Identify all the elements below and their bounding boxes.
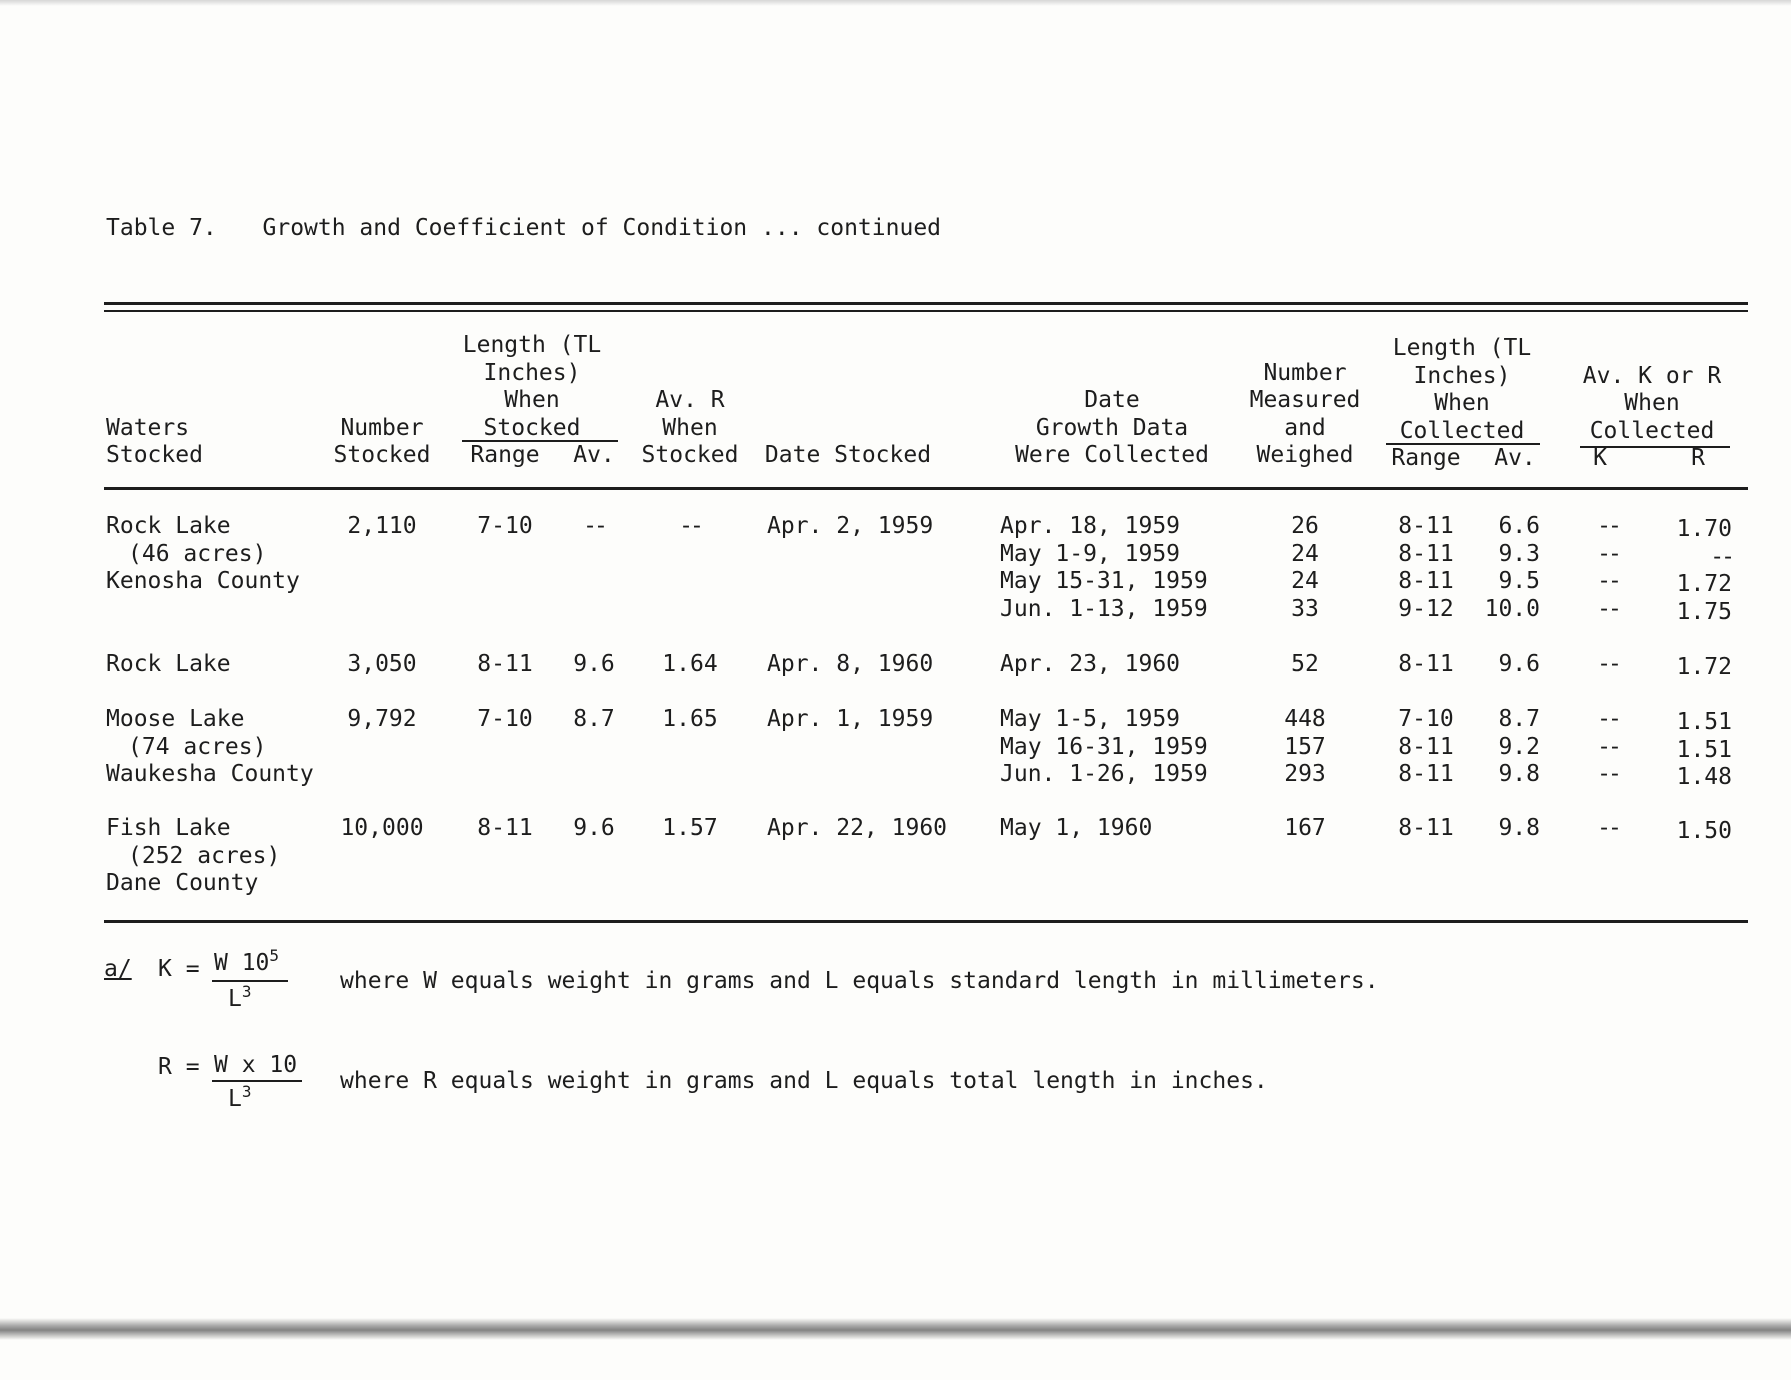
bottom-rule [104,920,1748,923]
group-1-row-3-date-collected: May 15-31, 1959 [1000,568,1208,594]
group-4-number-stocked: 10,000 [340,815,424,841]
group-3-row-1-number-measured: 448 [1284,706,1326,732]
group-3-row-1-date-collected: May 1-5, 1959 [1000,706,1181,732]
group-3-row-1-k: -- [1597,706,1619,732]
group-3-row-3-k: -- [1597,761,1619,787]
group-1-waters-line-3: Kenosha County [106,568,300,594]
group-1-row-4-number-measured: 33 [1291,595,1319,622]
header-av-r-line-3: Stocked [641,442,739,468]
group-4-row-1-k: -- [1597,815,1619,841]
group-4-row-1-number-measured: 167 [1284,815,1326,841]
top-rule-2 [104,310,1748,312]
header-length-collected-line-2: Inches) [1413,362,1511,389]
group-2-date-stocked: Apr. 8, 1960 [767,651,934,677]
group-3-row-2-k: -- [1597,733,1619,760]
group-1-row-3-k: -- [1597,568,1619,594]
header-length-stocked-av: Av. [573,442,615,468]
k-numerator: W $10^5$ [214,946,280,976]
group-3-stocked-range: 7-10 [477,706,533,732]
group-2-number-stocked: 3,050 [347,651,417,677]
group-3-row-3-r: 1.48 [1676,764,1732,790]
group-1-date-stocked: Apr. 2, 1959 [767,513,934,539]
header-length-stocked-line-3: When [504,387,560,413]
group-4-waters-line-1: Fish Lake [106,815,231,841]
header-waters-line-1: Waters [106,414,190,441]
group-2-row-1-collected-av: 9.6 [1498,651,1540,677]
group-3-stocked-av: 8.7 [573,706,615,732]
table-title [106,214,941,242]
header-length-collected-line-1: Length (TL [1392,335,1532,361]
header-av-k-r-line-3: Collected [1589,417,1715,444]
header-av-r-line-2: When [662,414,718,441]
group-1-row-1-collected-range: 8-11 [1398,513,1454,539]
group-3-row-2-collected-av: 9.2 [1498,733,1540,760]
r-denominator: $L^3$ [228,1082,252,1112]
group-1-row-1-collected-av: 6.6 [1498,513,1540,539]
header-av-k: K [1593,445,1607,471]
group-2-stocked-av: 9.6 [573,651,615,677]
k-label: K = [158,956,200,982]
header-length-collected-line-4: Collected [1399,417,1525,444]
group-4-av-r-stocked: 1.57 [662,815,718,841]
group-1-number-stocked: 2,110 [347,513,417,539]
top-rule-1 [104,302,1748,305]
group-2-row-1-r: 1.72 [1676,654,1732,680]
group-4-stocked-range: 8-11 [477,815,533,841]
group-1-row-2-k: -- [1597,540,1619,567]
group-2-av-r-stocked: 1.64 [662,651,718,677]
group-1-waters-line-2: (46 acres) [128,540,267,567]
header-av-r-sub: R [1691,445,1705,471]
header-number-measured-line-1: Number [1263,359,1347,386]
group-3-row-1-r: 1.51 [1676,709,1732,735]
k-denominator: $L^3$ [228,982,252,1012]
group-1-row-2-date-collected: May 1-9, 1959 [1000,540,1181,567]
group-1-row-4-k: -- [1597,595,1619,622]
group-2-stocked-range: 8-11 [477,651,533,677]
group-1-row-4-date-collected: Jun. 1-13, 1959 [1000,595,1208,622]
group-2-waters-line-1: Rock Lake [106,651,231,677]
header-date-growth-line-1: Date [1084,387,1140,413]
group-1-row-1-number-measured: 26 [1291,513,1319,539]
group-4-date-stocked: Apr. 22, 1960 [767,815,948,841]
group-4-row-1-date-collected: May 1, 1960 [1000,815,1153,841]
r-description: where R equals weight in grams and L equals total length in inches. [340,1068,1268,1094]
header-number-line-1: Number [340,414,424,441]
header-number-measured-line-4: Weighed [1256,442,1354,468]
group-1-row-4-r: 1.75 [1676,598,1732,625]
group-1-stocked-range: 7-10 [477,513,533,539]
r-label: R = [158,1054,200,1080]
header-length-collected-av: Av. [1494,445,1536,471]
header-length-collected-range: Range [1391,445,1461,471]
header-waters-line-2: Stocked [106,442,203,468]
group-1-row-2-collected-av: 9.3 [1498,540,1540,567]
group-3-waters-line-2: (74 acres) [128,733,267,760]
header-length-collected-line-3: When [1434,390,1490,416]
group-2-row-1-number-measured: 52 [1291,651,1319,677]
group-1-row-3-r: 1.72 [1676,571,1732,597]
group-3-row-3-date-collected: Jun. 1-26, 1959 [1000,761,1208,787]
group-3-waters-line-1: Moose Lake [106,706,245,732]
group-1-row-4-collected-av: 10.0 [1484,595,1540,622]
group-3-av-r-stocked: 1.65 [662,706,718,732]
r-fraction-bar [212,1080,302,1082]
header-date-stocked: Date Stocked [764,442,932,468]
group-3-row-2-collected-range: 8-11 [1398,733,1454,760]
group-3-row-3-collected-av: 9.8 [1498,761,1540,787]
group-1-row-2-r: -- [1710,543,1732,570]
header-length-stocked-line-2: Inches) [483,359,581,386]
group-3-row-3-number-measured: 293 [1284,761,1326,787]
group-1-row-1-r: 1.70 [1676,516,1732,542]
group-1-stocked-av: -- [583,513,605,539]
header-date-growth-line-2: Growth Data [1035,414,1189,441]
group-3-number-stocked: 9,792 [347,706,417,732]
footnote-marker: a/ [104,956,132,982]
header-av-k-r-line-1: Av. K or R [1582,362,1722,389]
header-length-stocked-range: Range [470,442,540,468]
group-1-waters-line-1: Rock Lake [106,513,231,539]
table-title-text: Growth and Coefficient of Condition ... continued [262,215,942,241]
group-1-row-4-collected-range: 9-12 [1398,595,1454,622]
group-4-row-1-collected-range: 8-11 [1398,815,1454,841]
group-1-row-2-number-measured: 24 [1291,540,1319,567]
r-numerator: W x 10 [214,1052,298,1078]
scan-edge-top [0,0,1791,6]
group-1-row-1-k: -- [1597,513,1619,539]
group-3-waters-line-3: Waukesha County [106,761,314,787]
group-1-av-r-stocked: -- [679,513,701,539]
scan-edge-bottom [0,1318,1791,1340]
group-3-row-1-collected-range: 7-10 [1398,706,1454,732]
group-3-date-stocked: Apr. 1, 1959 [767,706,934,732]
header-number-measured-line-2: Measured [1249,387,1361,413]
group-1-row-3-number-measured: 24 [1291,568,1319,594]
group-4-waters-line-2: (252 acres) [128,842,281,869]
group-3-row-2-r: 1.51 [1676,736,1732,763]
group-1-row-2-collected-range: 8-11 [1398,540,1454,567]
group-1-row-3-collected-av: 9.5 [1498,568,1540,594]
group-3-row-3-collected-range: 8-11 [1398,761,1454,787]
header-length-stocked-line-4: Stocked [483,414,581,441]
table-label: Table 7. [106,215,217,241]
header-number-measured-line-3: and [1284,414,1326,441]
group-4-stocked-av: 9.6 [573,815,615,841]
group-4-waters-line-3: Dane County [106,870,259,896]
header-date-growth-line-3: Were Collected [1015,442,1209,468]
header-number-line-2: Stocked [333,442,431,468]
group-4-row-1-collected-av: 9.8 [1498,815,1540,841]
header-av-r-line-1: Av. R [655,387,725,413]
header-av-k-r-line-2: When [1624,390,1680,416]
group-3-row-2-number-measured: 157 [1284,733,1326,760]
group-3-row-1-collected-av: 8.7 [1498,706,1540,732]
group-4-row-1-r: 1.50 [1676,818,1732,844]
group-1-row-3-collected-range: 8-11 [1398,568,1454,594]
group-2-row-1-date-collected: Apr. 23, 1960 [1000,651,1181,677]
header-rule [104,487,1748,490]
header-length-stocked-line-1: Length (TL [462,332,602,358]
group-3-row-2-date-collected: May 16-31, 1959 [1000,733,1208,760]
group-2-row-1-collected-range: 8-11 [1398,651,1454,677]
group-1-row-1-date-collected: Apr. 18, 1959 [1000,513,1181,539]
group-2-row-1-k: -- [1597,651,1619,677]
k-description: where W equals weight in grams and L equals standard length in millimeters. [340,968,1379,994]
